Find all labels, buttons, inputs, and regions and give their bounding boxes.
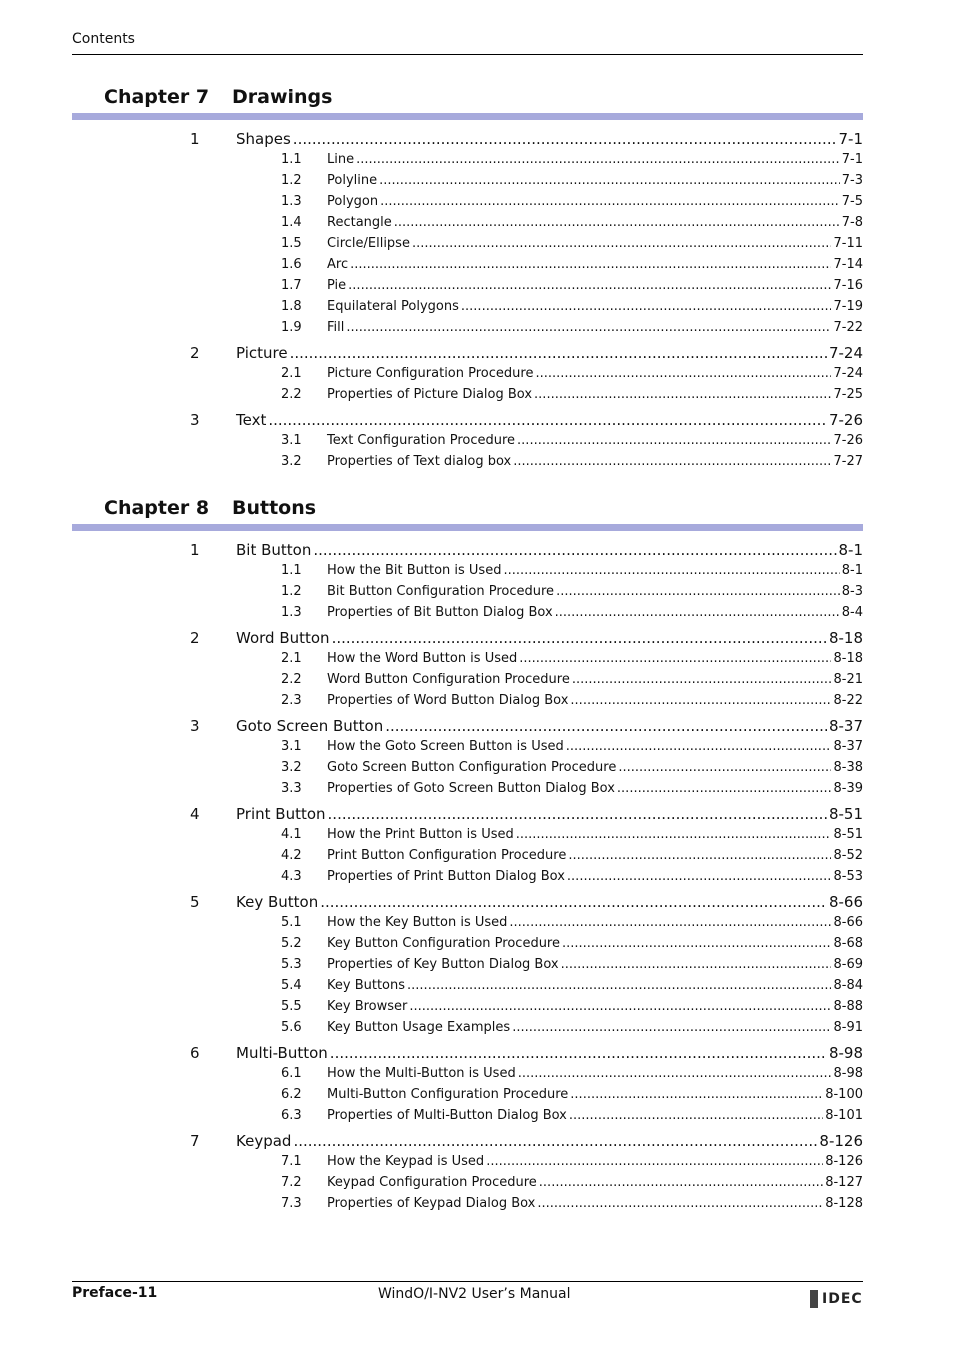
- dot-leader: [407, 978, 831, 993]
- toc-section-entry[interactable]: [190, 411, 863, 429]
- toc-subsection-entry[interactable]: [281, 278, 863, 293]
- subsection-page: 8-22: [833, 693, 863, 708]
- subsection-page: 7-11: [833, 236, 863, 251]
- dot-leader: [293, 130, 837, 148]
- subsection-page: 8-52: [833, 848, 863, 863]
- subsection-title: Keypad Configuration Procedure: [327, 1175, 537, 1190]
- subsection-page: 8-69: [833, 957, 863, 972]
- section-number: 6: [190, 1044, 200, 1062]
- section-page: 8-37: [828, 717, 863, 735]
- subsection-number: 5.6: [281, 1020, 302, 1035]
- section-number: 1: [190, 541, 200, 559]
- dot-leader: [555, 605, 840, 620]
- subsection-page: 8-91: [833, 1020, 863, 1035]
- subsection-title: Properties of Bit Button Dialog Box: [327, 605, 553, 620]
- dot-leader: [570, 693, 831, 708]
- dot-leader: [572, 672, 832, 687]
- toc-subsection-entry[interactable]: [281, 936, 863, 951]
- dot-leader: [346, 320, 831, 335]
- subsection-page: 7-22: [833, 320, 863, 335]
- toc-section-entry[interactable]: [190, 717, 863, 735]
- toc-subsection-entry[interactable]: [281, 152, 863, 167]
- dot-leader: [350, 257, 831, 272]
- section-page: 8-126: [819, 1132, 863, 1150]
- dot-leader: [567, 869, 832, 884]
- subsection-number: 2.1: [281, 651, 302, 666]
- dot-leader: [332, 629, 827, 647]
- dot-leader: [461, 299, 832, 314]
- subsection-number: 4.2: [281, 848, 302, 863]
- subsection-page: 8-98: [833, 1066, 863, 1081]
- subsection-title: Rectangle: [327, 215, 392, 230]
- logo-mark-icon: [810, 1290, 818, 1308]
- subsection-number: 3.1: [281, 433, 302, 448]
- dot-leader: [534, 387, 831, 402]
- chapter-title: Drawings: [232, 86, 333, 108]
- dot-leader: [535, 366, 831, 381]
- dot-leader: [268, 411, 827, 429]
- subsection-title: How the Goto Screen Button is Used: [327, 739, 564, 754]
- toc-subsection-entry[interactable]: [281, 366, 863, 381]
- toc-subsection-entry[interactable]: [281, 781, 863, 796]
- toc-subsection-entry[interactable]: [281, 672, 863, 687]
- toc-section-entry[interactable]: [190, 805, 863, 823]
- subsection-page: 8-21: [833, 672, 863, 687]
- section-page: 7-26: [828, 411, 863, 429]
- subsection-page: 7-26: [833, 433, 863, 448]
- toc-subsection-entry[interactable]: [281, 869, 863, 884]
- subsection-title: Bit Button Configuration Procedure: [327, 584, 555, 599]
- dot-leader: [566, 739, 832, 754]
- subsection-page: 7-19: [833, 299, 863, 314]
- toc-subsection-entry[interactable]: [281, 215, 863, 230]
- subsection-title: Properties of Text dialog box: [327, 454, 512, 469]
- dot-leader: [412, 236, 832, 251]
- subsection-number: 1.4: [281, 215, 302, 230]
- subsection-page: 8-84: [833, 978, 863, 993]
- dot-leader: [330, 1044, 827, 1062]
- subsection-page: 8-1: [841, 563, 863, 578]
- dot-leader: [385, 717, 827, 735]
- subsection-title: Equilateral Polygons: [327, 299, 459, 314]
- dot-leader: [517, 433, 831, 448]
- dot-leader: [394, 215, 840, 230]
- subsection-page: 7-14: [833, 257, 863, 272]
- subsection-page: 8-101: [825, 1108, 863, 1123]
- dot-leader: [503, 563, 839, 578]
- subsection-title: Picture Configuration Procedure: [327, 366, 534, 381]
- section-number: 3: [190, 717, 200, 735]
- toc-subsection-entry[interactable]: [281, 194, 863, 209]
- footer-manual-title: WindO/I-NV2 User’s Manual: [378, 1286, 571, 1302]
- subsection-page: 8-126: [825, 1154, 863, 1169]
- subsection-number: 2.1: [281, 366, 302, 381]
- subsection-number: 3.2: [281, 454, 302, 469]
- subsection-number: 6.2: [281, 1087, 302, 1102]
- toc-subsection-entry[interactable]: [281, 584, 863, 599]
- subsection-title: Properties of Key Button Dialog Box: [327, 957, 559, 972]
- subsection-number: 1.7: [281, 278, 302, 293]
- subsection-title: Properties of Picture Dialog Box: [327, 387, 533, 402]
- chapter-number: Chapter 8: [104, 497, 210, 519]
- section-number: 2: [190, 629, 200, 647]
- subsection-number: 5.2: [281, 936, 302, 951]
- toc-subsection-entry[interactable]: [281, 760, 863, 775]
- toc-section-entry[interactable]: [190, 130, 863, 148]
- subsection-page: 8-37: [833, 739, 863, 754]
- subsection-page: 8-66: [833, 915, 863, 930]
- subsection-page: 8-51: [833, 827, 863, 842]
- toc-subsection-entry[interactable]: [281, 257, 863, 272]
- toc-subsection-entry[interactable]: [281, 1175, 863, 1190]
- toc-section-entry[interactable]: [190, 344, 863, 362]
- toc-subsection-entry[interactable]: [281, 387, 863, 402]
- subsection-number: 1.2: [281, 173, 302, 188]
- toc-subsection-entry[interactable]: [281, 236, 863, 251]
- dot-leader: [618, 760, 831, 775]
- chapter-bar: [72, 113, 863, 120]
- dot-leader: [509, 915, 831, 930]
- dot-leader: [290, 344, 827, 362]
- subsection-page: 8-39: [833, 781, 863, 796]
- subsection-number: 2.2: [281, 387, 302, 402]
- subsection-page: 7-27: [833, 454, 863, 469]
- subsection-page: 7-24: [833, 366, 863, 381]
- section-title: Keypad: [236, 1132, 292, 1150]
- subsection-number: 1.5: [281, 236, 302, 251]
- section-page: 8-1: [838, 541, 863, 559]
- subsection-title: Properties of Goto Screen Button Dialog Box: [327, 781, 615, 796]
- subsection-number: 1.2: [281, 584, 302, 599]
- toc-subsection-entry[interactable]: [281, 1087, 863, 1102]
- toc-subsection-entry[interactable]: [281, 563, 863, 578]
- subsection-number: 6.1: [281, 1066, 302, 1081]
- section-number: 2: [190, 344, 200, 362]
- section-number: 3: [190, 411, 200, 429]
- dot-leader: [379, 173, 840, 188]
- subsection-page: 8-128: [825, 1196, 863, 1211]
- dot-leader: [356, 152, 840, 167]
- toc-section-entry[interactable]: [190, 1044, 863, 1062]
- footer-rule: [72, 1281, 863, 1282]
- dot-leader: [568, 848, 831, 863]
- subsection-number: 4.1: [281, 827, 302, 842]
- section-title: Picture: [236, 344, 288, 362]
- dot-leader: [537, 1196, 823, 1211]
- subsection-number: 5.5: [281, 999, 302, 1014]
- dot-leader: [348, 278, 831, 293]
- subsection-title: Key Browser: [327, 999, 408, 1014]
- section-title: Multi-Button: [236, 1044, 328, 1062]
- section-title: Shapes: [236, 130, 291, 148]
- subsection-number: 3.2: [281, 760, 302, 775]
- subsection-number: 3.1: [281, 739, 302, 754]
- dot-leader: [409, 999, 831, 1014]
- subsection-title: How the Bit Button is Used: [327, 563, 502, 578]
- section-number: 4: [190, 805, 200, 823]
- dot-leader: [516, 827, 832, 842]
- dot-leader: [561, 957, 832, 972]
- idec-logo: [810, 1290, 863, 1308]
- subsection-title: Text Configuration Procedure: [327, 433, 516, 448]
- toc-subsection-entry[interactable]: [281, 605, 863, 620]
- toc-subsection-entry[interactable]: [281, 957, 863, 972]
- toc-subsection-entry[interactable]: [281, 1196, 863, 1211]
- subsection-title: Pie: [327, 278, 347, 293]
- subsection-number: 1.1: [281, 563, 302, 578]
- subsection-page: 7-25: [833, 387, 863, 402]
- subsection-number: 2.3: [281, 693, 302, 708]
- dot-leader: [519, 651, 831, 666]
- toc-subsection-entry[interactable]: [281, 739, 863, 754]
- footer-page-label: Preface-11: [72, 1285, 158, 1301]
- dot-leader: [486, 1154, 823, 1169]
- dot-leader: [512, 1020, 831, 1035]
- toc-subsection-entry[interactable]: [281, 454, 863, 469]
- dot-leader: [313, 541, 836, 559]
- subsection-title: Properties of Keypad Dialog Box: [327, 1196, 536, 1211]
- chapter-bar: [72, 524, 863, 531]
- dot-leader: [380, 194, 840, 209]
- subsection-title: Properties of Print Button Dialog Box: [327, 869, 565, 884]
- dot-leader: [562, 936, 831, 951]
- subsection-title: How the Multi-Button is Used: [327, 1066, 516, 1081]
- subsection-number: 5.3: [281, 957, 302, 972]
- dot-leader: [320, 893, 827, 911]
- subsection-number: 7.1: [281, 1154, 302, 1169]
- dot-leader: [328, 805, 827, 823]
- toc-section-entry[interactable]: [190, 893, 863, 911]
- toc-subsection-entry[interactable]: [281, 915, 863, 930]
- subsection-number: 4.3: [281, 869, 302, 884]
- subsection-title: Goto Screen Button Configuration Procedure: [327, 760, 617, 775]
- subsection-title: Multi-Button Configuration Procedure: [327, 1087, 569, 1102]
- toc-subsection-entry[interactable]: [281, 848, 863, 863]
- toc-subsection-entry[interactable]: [281, 1066, 863, 1081]
- toc-subsection-entry[interactable]: [281, 693, 863, 708]
- subsection-title: Arc: [327, 257, 349, 272]
- dot-leader: [556, 584, 840, 599]
- dot-leader: [513, 454, 831, 469]
- subsection-title: Word Button Configuration Procedure: [327, 672, 570, 687]
- chapter-number: Chapter 7: [104, 86, 210, 108]
- subsection-page: 8-88: [833, 999, 863, 1014]
- subsection-title: Line: [327, 152, 355, 167]
- section-page: 8-51: [828, 805, 863, 823]
- section-title: Text: [236, 411, 267, 429]
- section-title: Print Button: [236, 805, 326, 823]
- subsection-page: 8-4: [841, 605, 863, 620]
- subsection-number: 1.1: [281, 152, 302, 167]
- subsection-page: 8-18: [833, 651, 863, 666]
- subsection-page: 8-3: [841, 584, 863, 599]
- toc-subsection-entry[interactable]: [281, 1020, 863, 1035]
- toc-subsection-entry[interactable]: [281, 827, 863, 842]
- dot-leader: [518, 1066, 832, 1081]
- subsection-number: 1.6: [281, 257, 302, 272]
- subsection-title: Key Button Usage Examples: [327, 1020, 511, 1035]
- toc-subsection-entry[interactable]: [281, 1108, 863, 1123]
- header-rule: [72, 54, 863, 55]
- section-number: 1: [190, 130, 200, 148]
- subsection-title: Properties of Word Button Dialog Box: [327, 693, 569, 708]
- section-number: 7: [190, 1132, 200, 1150]
- chapter-title: Buttons: [232, 497, 317, 519]
- dot-leader: [570, 1087, 823, 1102]
- section-number: 5: [190, 893, 200, 911]
- subsection-title: Polyline: [327, 173, 378, 188]
- subsection-title: How the Word Button is Used: [327, 651, 518, 666]
- section-page: 8-98: [828, 1044, 863, 1062]
- subsection-number: 2.2: [281, 672, 302, 687]
- subsection-number: 3.3: [281, 781, 302, 796]
- section-title: Key Button: [236, 893, 319, 911]
- section-title: Word Button: [236, 629, 330, 647]
- toc-section-entry[interactable]: [190, 1132, 863, 1150]
- subsection-page: 8-100: [825, 1087, 863, 1102]
- toc-subsection-entry[interactable]: [281, 173, 863, 188]
- toc-subsection-entry[interactable]: [281, 978, 863, 993]
- subsection-title: Properties of Multi-Button Dialog Box: [327, 1108, 567, 1123]
- subsection-title: Print Button Configuration Procedure: [327, 848, 567, 863]
- section-title: Bit Button: [236, 541, 312, 559]
- toc-section-entry[interactable]: [190, 629, 863, 647]
- toc-subsection-entry[interactable]: [281, 1154, 863, 1169]
- toc-subsection-entry[interactable]: [281, 320, 863, 335]
- subsection-title: Key Button Configuration Procedure: [327, 936, 560, 951]
- subsection-title: How the Keypad is Used: [327, 1154, 485, 1169]
- subsection-title: Polygon: [327, 194, 379, 209]
- subsection-page: 7-16: [833, 278, 863, 293]
- section-page: 8-66: [828, 893, 863, 911]
- dot-leader: [617, 781, 832, 796]
- subsection-page: 8-68: [833, 936, 863, 951]
- subsection-page: 7-5: [841, 194, 863, 209]
- subsection-number: 7.2: [281, 1175, 302, 1190]
- logo-text: IDEC: [822, 1291, 863, 1307]
- toc-section-entry[interactable]: [190, 541, 863, 559]
- subsection-number: 5.4: [281, 978, 302, 993]
- page-header-label: Contents: [72, 31, 135, 47]
- dot-leader: [569, 1108, 823, 1123]
- dot-leader: [539, 1175, 823, 1190]
- subsection-page: 7-8: [841, 215, 863, 230]
- subsection-title: How the Key Button is Used: [327, 915, 508, 930]
- toc-subsection-entry[interactable]: [281, 299, 863, 314]
- dot-leader: [293, 1132, 817, 1150]
- subsection-page: 8-38: [833, 760, 863, 775]
- subsection-title: Key Buttons: [327, 978, 406, 993]
- subsection-number: 6.3: [281, 1108, 302, 1123]
- subsection-number: 1.3: [281, 605, 302, 620]
- subsection-page: 7-1: [841, 152, 863, 167]
- toc-subsection-entry[interactable]: [281, 651, 863, 666]
- subsection-number: 1.8: [281, 299, 302, 314]
- subsection-title: Fill: [327, 320, 345, 335]
- section-title: Goto Screen Button: [236, 717, 384, 735]
- subsection-page: 7-3: [841, 173, 863, 188]
- subsection-number: 1.3: [281, 194, 302, 209]
- subsection-number: 1.9: [281, 320, 302, 335]
- section-page: 7-1: [838, 130, 863, 148]
- subsection-page: 8-127: [825, 1175, 863, 1190]
- subsection-title: How the Print Button is Used: [327, 827, 514, 842]
- section-page: 7-24: [828, 344, 863, 362]
- subsection-number: 7.3: [281, 1196, 302, 1211]
- toc-subsection-entry[interactable]: [281, 433, 863, 448]
- subsection-number: 5.1: [281, 915, 302, 930]
- toc-subsection-entry[interactable]: [281, 999, 863, 1014]
- subsection-title: Circle/Ellipse: [327, 236, 410, 251]
- section-page: 8-18: [828, 629, 863, 647]
- subsection-page: 8-53: [833, 869, 863, 884]
